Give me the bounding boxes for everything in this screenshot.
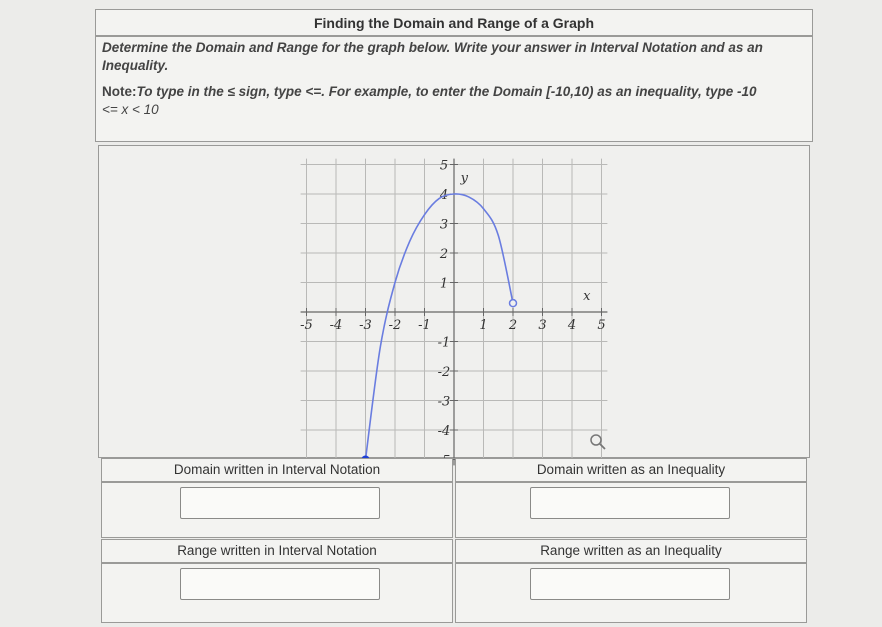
range-interval-input[interactable] [180,568,380,600]
y-tick-label: -2 [437,365,451,380]
domain-inequality-header: Domain written as an Inequality [455,458,807,482]
y-tick-label: 3 [439,217,449,233]
x-tick-label: 4 [567,318,577,333]
note-label: Note: [102,84,137,99]
y-tick-label: 4 [439,188,449,203]
open-endpoint [510,300,517,307]
domain-interval-cell [101,482,453,538]
instructions-panel [95,36,813,142]
x-tick-label: -2 [388,318,402,333]
instruction-text: Determine the Domain and Range for the graph below. Write your answer in Interval Notation and as an Inequality. [102,40,763,73]
x-tick-label: 1 [479,318,488,333]
range-interval-header: Range written in Interval Notation [101,539,453,563]
y-axis-label: y [460,171,469,187]
y-tick-label: -1 [437,335,451,351]
x-tick-label: 2 [508,318,518,333]
x-tick-label: -5 [300,318,313,333]
y-tick-label: 5 [439,158,449,174]
page-title [95,9,813,36]
x-tick-label: -4 [329,318,343,333]
domain-inequality-input[interactable] [530,487,730,519]
y-tick-label: 1 [439,276,449,292]
range-inequality-header: Range written as an Inequality [455,539,807,563]
x-tick-label: 3 [538,318,547,333]
domain-interval-header: Domain written in Interval Notation [101,458,453,482]
graph-panel [98,145,810,458]
function-curve [366,194,514,460]
y-tick-label: -4 [437,424,451,439]
note-text [102,83,806,119]
y-tick-label: -3 [437,394,451,410]
domain-interval-input[interactable] [180,487,380,519]
domain-inequality-cell [455,482,807,538]
range-interval-cell [101,563,453,623]
note-body: To type in the ≤ sign, type <=. For example, to enter the Domain [-10,10) as an inequality, type -10 [136,84,757,99]
x-tick-label: -3 [359,318,372,333]
x-tick-label: -1 [418,318,431,333]
function-graph [99,146,811,459]
x-axis-label: x [583,289,591,304]
y-tick-label: 2 [439,247,449,262]
magnifier-icon[interactable] [591,435,605,449]
note-example: <= x < 10 [102,102,159,117]
range-inequality-cell [455,563,807,623]
range-inequality-input[interactable] [530,568,730,600]
page-title-text: Finding the Domain and Range of a Graph [313,15,594,31]
x-tick-label: 5 [597,318,606,333]
